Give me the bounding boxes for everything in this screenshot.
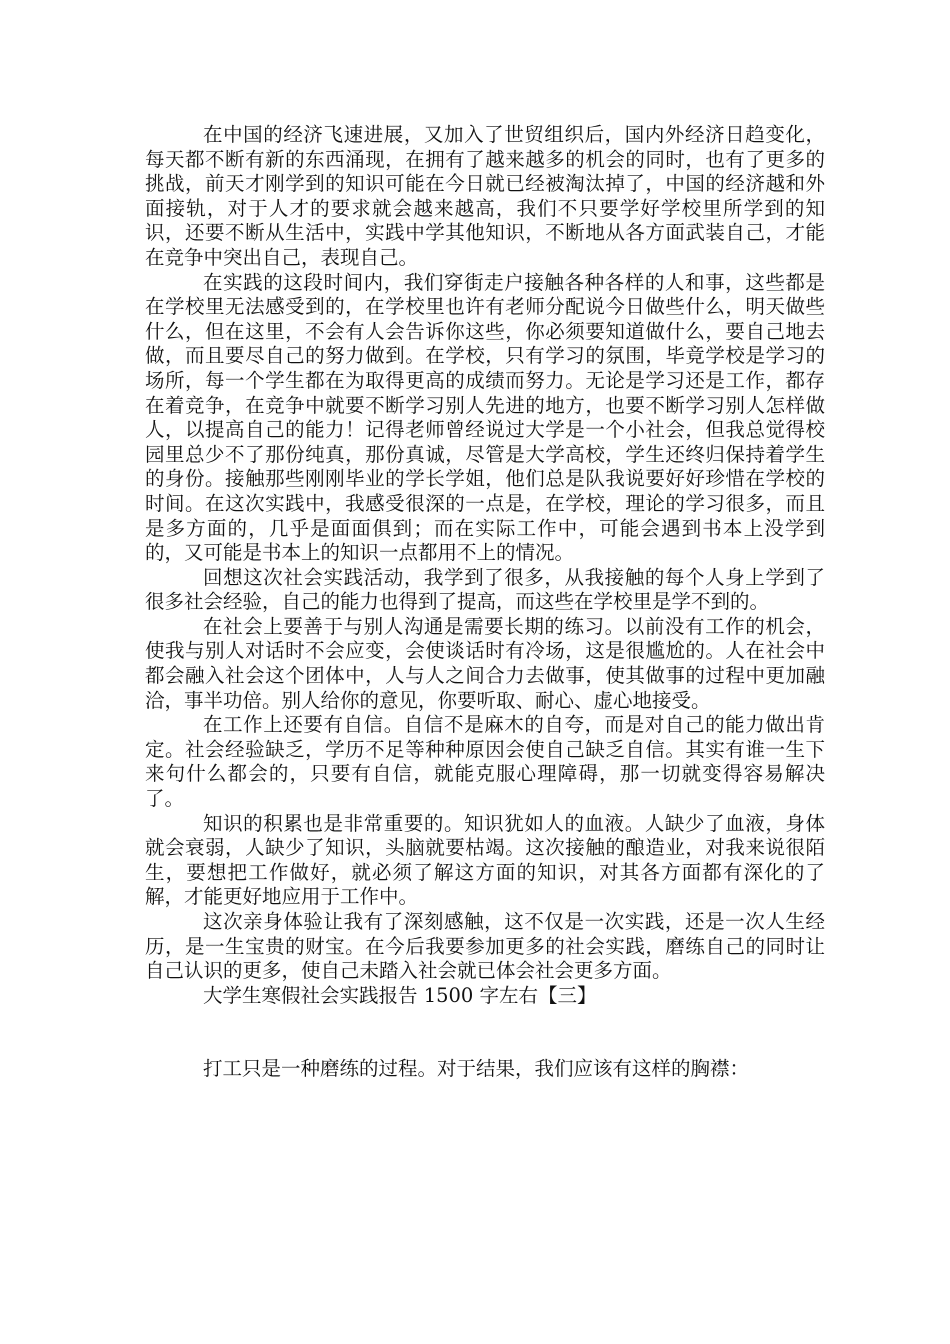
blank-line xyxy=(145,1008,825,1057)
paragraph-5: 在工作上还要有自信。自信不是麻木的自夸，而是对自己的能力做出肯定。社会经验缺乏，学历不足等种种原因会使自己缺乏自信。其实有谁一生下来句什么都会的，只要有自信，就能克服心理障碍，那一切就变得容易解决了。 xyxy=(145,713,825,811)
paragraph-8: 打工只是一种磨练的过程。对于结果，我们应该有这样的胸襟： xyxy=(203,1057,750,1081)
paragraph-2: 在实践的这段时间内，我们穿街走户接触各种各样的人和事，这些都是在学校里无法感受到的，在学校里也许有老师分配说今日做些什么，明天做些什么，但在这里，不会有人会告诉你这些，你必须要知道做什么，要自己地去做，而且要尽自己的努力做到。在学校，只有学习的氛围，毕竟学校是学习的场所，每一个学生都在为取得更高的成绩而努力。无论是学习还是工作，都存在着竞争，在竞争中就要不断学习别人先进的地方，也要不断学习别人怎样做人，以提高自己的能力！记得老师曾经说过大学是一个小社会，但我总觉得校园里总少不了那份纯真，那份真诚，尽管是大学高校，学生还终归保持着学生的身份。接触那些刚刚毕业的学长学姐，他们总是队我说要好好珍惜在学校的时间。在这次实践中，我感受很深的一点是，在学校，理论的学习很多，而且是多方面的，几乎是面面俱到；而在实际工作中，可能会遇到书本上没学到的，又可能是书本上的知识一点都用不上的情况。 xyxy=(145,270,825,565)
paragraph-4: 在社会上要善于与别人沟通是需要长期的练习。以前没有工作的机会，使我与别人对话时不会应变，会使谈话时有冷场，这是很尴尬的。人在社会中都会融入社会这个团体中，人与人之间合力去做事，使其做事的过程中更加融洽，事半功倍。别人给你的意见，你要听取、耐心、虚心地接受。 xyxy=(145,614,825,712)
paragraph-1: 在中国的经济飞速进展，又加入了世贸组织后，国内外经济日趋变化，每天都不断有新的东西涌现，在拥有了越来越多的机会的同时，也有了更多的挑战，前天才刚学到的知识可能在今日就已经被淘汰掉了，中国的经济越和外面接轨，对于人才的要求就会越来越高，我们不只要学好学校里所学到的知识，还要不断从生活中，实践中学其他知识，不断地从各方面武装自己，才能在竞争中突出自己，表现自己。 xyxy=(145,123,825,269)
paragraph-3: 回想这次社会实践活动，我学到了很多，从我接触的每个人身上学到了很多社会经验，自己的能力也得到了提高，而这些在学校里是学不到的。 xyxy=(145,565,825,614)
section-heading: 大学生寒假社会实践报告 1500 字左右【三】 xyxy=(203,983,597,1007)
paragraph-6: 知识的积累也是非常重要的。知识犹如人的血液。人缺少了血液，身体就会衰弱，人缺少了知识，头脑就要枯竭。这次接触的酿造业，对我来说很陌生，要想把工作做好，就必须了解这方面的知识，对其各方面都有深化的了解，才能更好地应用于工作中。 xyxy=(145,811,825,909)
document-body xyxy=(145,123,825,1082)
paragraph-7: 这次亲身体验让我有了深刻感触，这不仅是一次实践，还是一次人生经历，是一生宝贵的财宝。在今后我要参加更多的社会实践，磨练自己的同时让自己认识的更多，使自己未踏入社会就已体会社会更多方面。 xyxy=(145,910,825,983)
